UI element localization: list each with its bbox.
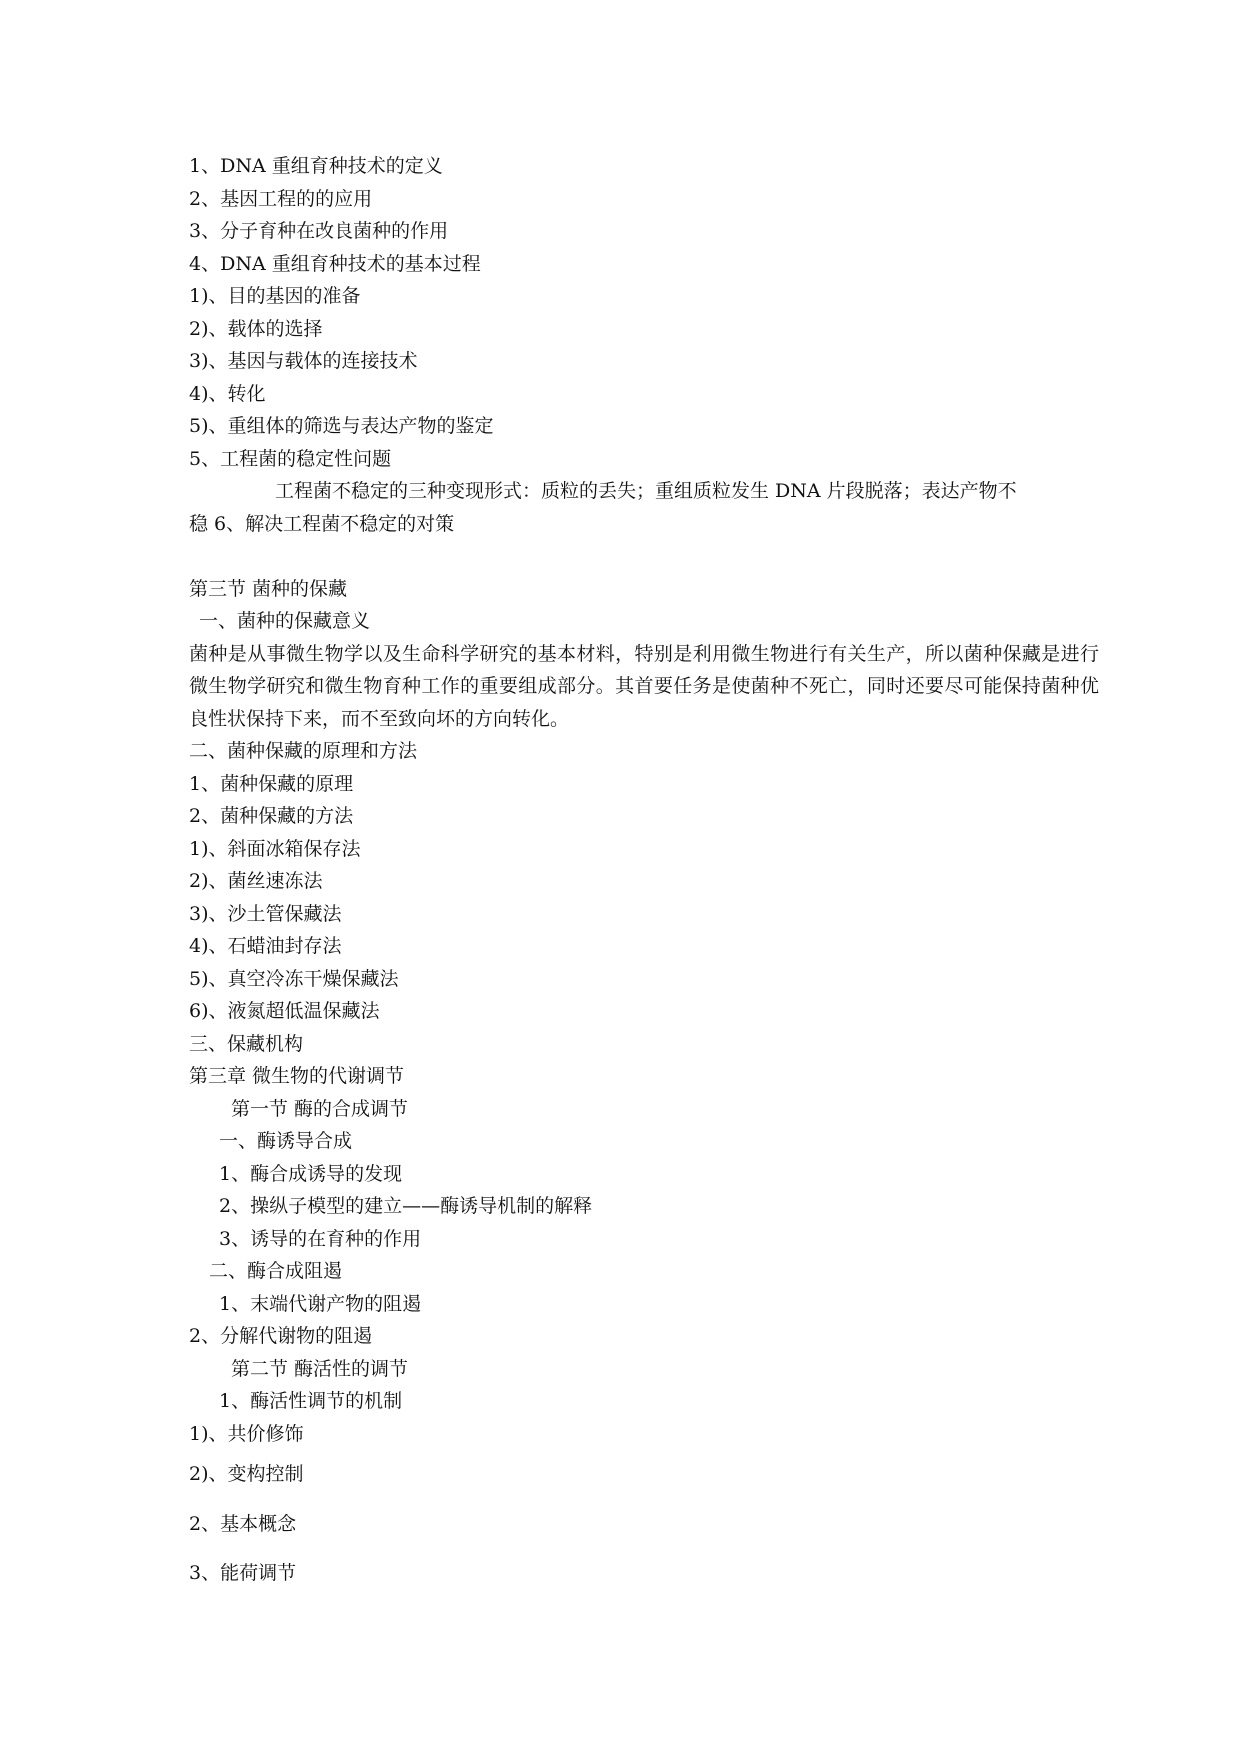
text-line: 3)、基因与载体的连接技术 xyxy=(189,350,418,372)
text-line: 3、诱导的在育种的作用 xyxy=(219,1227,422,1250)
subsection-heading: 三、保藏机构 xyxy=(189,1032,304,1055)
subsection-heading: 一、菌种的保藏意义 xyxy=(199,610,371,632)
text-line: 1、酶活性调节的机制 xyxy=(219,1390,403,1412)
chapter-heading: 第三章 微生物的代谢调节 xyxy=(189,1065,405,1087)
text-line: 2)、载体的选择 xyxy=(189,317,323,340)
text-line: 5)、重组体的筛选与表达产物的鉴定 xyxy=(189,415,494,437)
text-line: 2、基因工程的的应用 xyxy=(189,187,373,210)
text-line: 4、DNA 重组育种技术的基本过程 xyxy=(189,252,481,275)
blank-line xyxy=(189,540,1099,573)
section-heading: 第一节 酶的合成调节 xyxy=(231,1097,409,1120)
text-line: 2、分解代谢物的阻遏 xyxy=(189,1325,373,1347)
text-line: 1)、斜面冰箱保存法 xyxy=(189,837,361,860)
text-line: 2)、菌丝速冻法 xyxy=(189,870,323,892)
section-heading: 第二节 酶活性的调节 xyxy=(231,1357,409,1380)
paragraph: 菌种是从事微生物学以及生命科学研究的基本材料，特别是利用微生物进行有关生产，所以菌种保藏是进行微生物学研究和微生物育种工作的重要组成部分。其首要任务是使菌种不死亡，同时还要尽可能保持菌种优良性状保持下来，而不至致向坏的方向转化。 xyxy=(189,642,1099,730)
text-line: 4)、转化 xyxy=(189,382,266,405)
text-line: 2、菌种保藏的方法 xyxy=(189,805,354,827)
section-heading: 第三节 菌种的保藏 xyxy=(189,577,348,600)
text-line: 1、菌种保藏的原理 xyxy=(189,772,354,795)
text-line: 2)、变构控制 xyxy=(189,1463,304,1485)
text-line: 5、工程菌的稳定性问题 xyxy=(189,447,392,470)
text-line: 2、操纵子模型的建立——酶诱导机制的解释 xyxy=(219,1195,593,1217)
text-line: 3)、沙土管保藏法 xyxy=(189,902,342,925)
subsection-heading: 二、菌种保藏的原理和方法 xyxy=(189,740,418,762)
text-line: 1)、目的基因的准备 xyxy=(189,285,361,307)
text-line: 稳 6、解决工程菌不稳定的对策 xyxy=(189,512,455,535)
text-line: 1、酶合成诱导的发现 xyxy=(219,1162,403,1185)
text-line: 2、基本概念 xyxy=(189,1512,297,1535)
text-line: 1)、共价修饰 xyxy=(189,1422,304,1445)
text-line: 3、能荷调节 xyxy=(189,1562,297,1584)
text-line: 工程菌不稳定的三种变现形式：质粒的丢失；重组质粒发生 DNA 片段脱落；表达产物不 xyxy=(275,480,1017,502)
subsection-heading: 二、酶合成阻遏 xyxy=(209,1260,343,1282)
text-line: 1、末端代谢产物的阻遏 xyxy=(219,1292,422,1315)
text-line: 4)、石蜡油封存法 xyxy=(189,935,342,957)
text-line: 6)、液氮超低温保藏法 xyxy=(189,1000,380,1022)
text-line: 5)、真空冷冻干燥保藏法 xyxy=(189,967,399,990)
text-line: 3、分子育种在改良菌种的作用 xyxy=(189,220,449,242)
document-body xyxy=(189,150,1099,1590)
subsection-heading: 一、酶诱导合成 xyxy=(219,1130,353,1152)
text-line: 1、DNA 重组育种技术的定义 xyxy=(189,155,443,177)
